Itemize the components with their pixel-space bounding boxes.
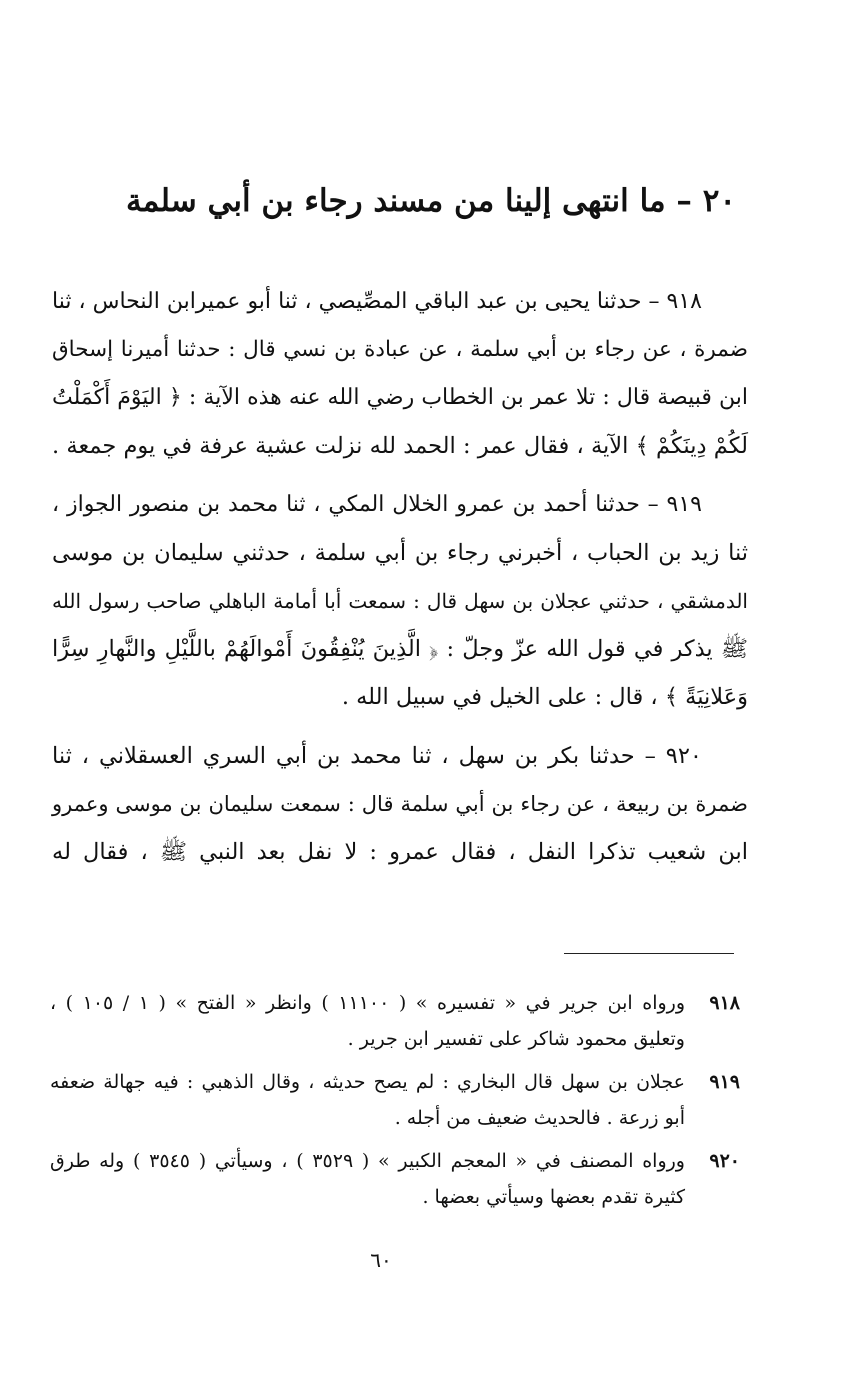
footnote-number: ٩١٩ [709, 1071, 740, 1093]
page-number: ٦٠ [370, 1248, 392, 1272]
footnotes [50, 985, 740, 1222]
text-line: ضمرة بن ربيعة ، عن رجاء بن أبي سلمة قال : سمعت سليمان بن موسى وعمرو [52, 792, 748, 816]
text-line: ابن قبيصة قال : تلا عمر بن الخطاب رضي الله عنه هذه الآية : ﴿ اليَوْمَ أَكْمَلْتُ [52, 385, 748, 410]
text-line: ابن شعيب تذكرا النفل ، فقال عمرو : لا نفل بعد النبي ﷺ ، فقال له [52, 839, 748, 865]
text-line: ٩١٨ – حدثنا يحيى بن عبد الباقي المصِّيصي ، ثنا أبو عميرابن النحاس ، ثنا [52, 289, 702, 314]
footnote-line: ورواه المصنف في « المعجم الكبير » ( ٣٥٢٩ ) ، وسيأتي ( ٣٥٤٥ ) وله طرق [50, 1150, 685, 1172]
footnote-920 [50, 1143, 740, 1215]
text-line: وَعَلانِيَةً ﴾ ، قال : على الخيل في سبيل الله . [341, 684, 748, 710]
hadith-paragraph-918 [52, 278, 748, 470]
footnote-line: كثيرة تقدم بعضها وسيأتي بعضها . [422, 1186, 685, 1208]
footnote-number: ٩١٨ [709, 992, 740, 1014]
footnote-line: ورواه ابن جرير في « تفسيره » ( ١١١٠٠ ) وانظر « الفتح » ( ١ / ١٠٥ ) ، [50, 992, 685, 1014]
text-line: لَكُمْ دِينَكُمْ ﴾ الآية ، فقال عمر : الحمد لله نزلت عشية عرفة في يوم جمعة . [52, 433, 748, 459]
footnote-number: ٩٢٠ [709, 1150, 740, 1172]
hadith-paragraph-920 [52, 732, 748, 876]
footnote-918 [50, 985, 740, 1057]
text-line: الدمشقي ، حدثني عجلان بن سهل قال : سمعت أبا أمامة الباهلي صاحب رسول الله [52, 589, 748, 613]
text-line: ٩٢٠ – حدثنا بكر بن سهل ، ثنا محمد بن أبي السري العسقلاني ، ثنا [52, 743, 702, 769]
main-text [52, 278, 748, 876]
text-line: ﷺ يذكر في قول الله عزّ وجلّ : ﴿ الَّذِينَ يُنْفِقُونَ أَمْوالَهُمْ باللَّيْلِ والنَّهارِ سِرًّا [52, 636, 748, 662]
section-title: ٢٠ – ما انتهى إلينا من مسند رجاء بن أبي سلمة [125, 183, 737, 219]
text-line: ثنا زيد بن الحباب ، أخبرني رجاء بن أبي سلمة ، حدثني سليمان بن موسى [52, 540, 748, 566]
hadith-paragraph-919 [52, 481, 748, 721]
footnote-line: وتعليق محمود شاكر على تفسير ابن جرير . [347, 1028, 685, 1050]
footnote-line: أبو زرعة . فالحديث ضعيف من أجله . [394, 1107, 685, 1129]
footnote-919 [50, 1064, 740, 1136]
text-line: ٩١٩ – حدثنا أحمد بن عمرو الخلال المكي ، ثنا محمد بن منصور الجواز ، [52, 492, 702, 517]
text-line: ضمرة ، عن رجاء بن أبي سلمة ، عن عبادة بن نسي قال : حدثنا أميرنا إسحاق [52, 337, 748, 362]
footnote-separator [564, 953, 734, 954]
footnote-line: عجلان بن سهل قال البخاري : لم يصح حديثه ، وقال الذهبي : فيه جهالة ضعفه [50, 1071, 685, 1093]
